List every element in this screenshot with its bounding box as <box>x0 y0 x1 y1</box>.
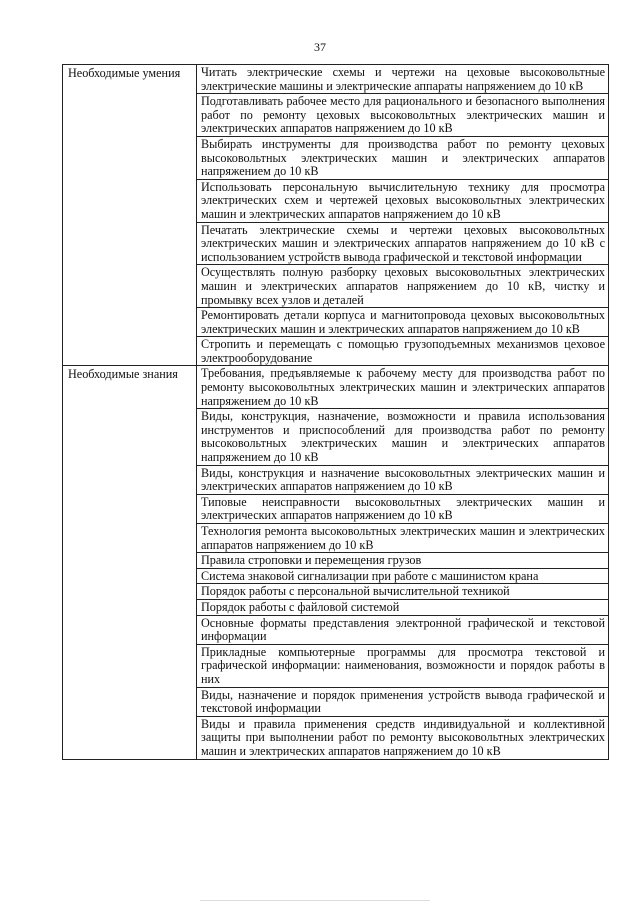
requirement-item: Ремонтировать детали корпуса и магнитопровода цеховых высоковольтных электрических машин и электрических аппаратов напряжением до 10 кВ <box>197 308 609 337</box>
requirement-item: Правила строповки и перемещения грузов <box>197 553 609 569</box>
requirement-item: Виды, конструкция, назначение, возможности и правила использования инструментов и приспособлений для производства работ по ремонту высоковольтных электрических машин и электрических аппаратов напряжением до 10 кВ <box>197 409 609 465</box>
requirement-item: Читать электрические схемы и чертежи на цеховые высоковольтные электрические машины и электрические аппараты напряжением до 10 кВ <box>197 65 609 94</box>
requirement-item: Стропить и перемещать с помощью грузоподъемных механизмов цеховое электрооборудование <box>197 337 609 366</box>
requirement-item: Технология ремонта высоковольтных электрических машин и электрических аппаратов напряжением до 10 кВ <box>197 524 609 553</box>
requirement-item: Подготавливать рабочее место для рационального и безопасного выполнения работ по ремонту цеховых высоковольтных электрических машин и электрических аппаратов напряжением до 10 кВ <box>197 94 609 137</box>
requirement-item: Виды и правила применения средств индивидуальной и коллективной защиты при выполнении работ по ремонту высоковольтных электрических машин и электрических аппаратов напряжением до 10 кВ <box>197 716 609 759</box>
bottom-scan-rule <box>200 900 430 901</box>
requirement-item: Система знаковой сигнализации при работе с машинистом крана <box>197 568 609 584</box>
requirement-item: Прикладные компьютерные программы для просмотра текстовой и графической информации: наименования, возможности и порядок работы в них <box>197 644 609 687</box>
table-row <box>63 366 609 409</box>
requirement-item: Выбирать инструменты для производства работ по ремонту цеховых высоковольтных электрических машин и электрических аппаратов напряжением до 10 кВ <box>197 136 609 179</box>
requirement-item: Порядок работы с файловой системой <box>197 599 609 615</box>
requirement-item: Виды, конструкция и назначение высоковольтных электрических машин и электрических аппаратов напряжением до 10 кВ <box>197 465 609 494</box>
requirement-item: Осуществлять полную разборку цеховых высоковольтных электрических машин и электрических аппаратов напряжением до 10 кВ, чистку и промывку всех узлов и деталей <box>197 265 609 308</box>
requirement-item: Основные форматы представления электронной графической и текстовой информации <box>197 615 609 644</box>
requirement-item: Требования, предъявляемые к рабочему месту для производства работ по ремонту высоковольтных электрических машин и электрических аппаратов напряжением до 10 кВ <box>197 366 609 409</box>
requirement-item: Виды, назначение и порядок применения устройств вывода графической и текстовой информации <box>197 687 609 716</box>
section-label: Необходимые умения <box>63 65 197 366</box>
page-number: 37 <box>314 40 326 54</box>
requirement-item: Печатать электрические схемы и чертежи цеховых высоковольтных электрических машин и электрических аппаратов напряжением до 10 кВ с использованием устройств вывода графической и текстовой информации <box>197 222 609 265</box>
table-row <box>63 65 609 94</box>
requirement-item: Использовать персональную вычислительную технику для просмотра электрических схем и чертежей цеховых высоковольтных электрических машин и электрических аппаратов напряжением до 10 кВ <box>197 179 609 222</box>
requirement-item: Порядок работы с персональной вычислительной техникой <box>197 584 609 600</box>
requirement-item: Типовые неисправности высоковольтных электрических машин и электрических аппаратов напряжением до 10 кВ <box>197 494 609 523</box>
section-label: Необходимые знания <box>63 366 197 759</box>
requirements-table <box>62 64 609 760</box>
